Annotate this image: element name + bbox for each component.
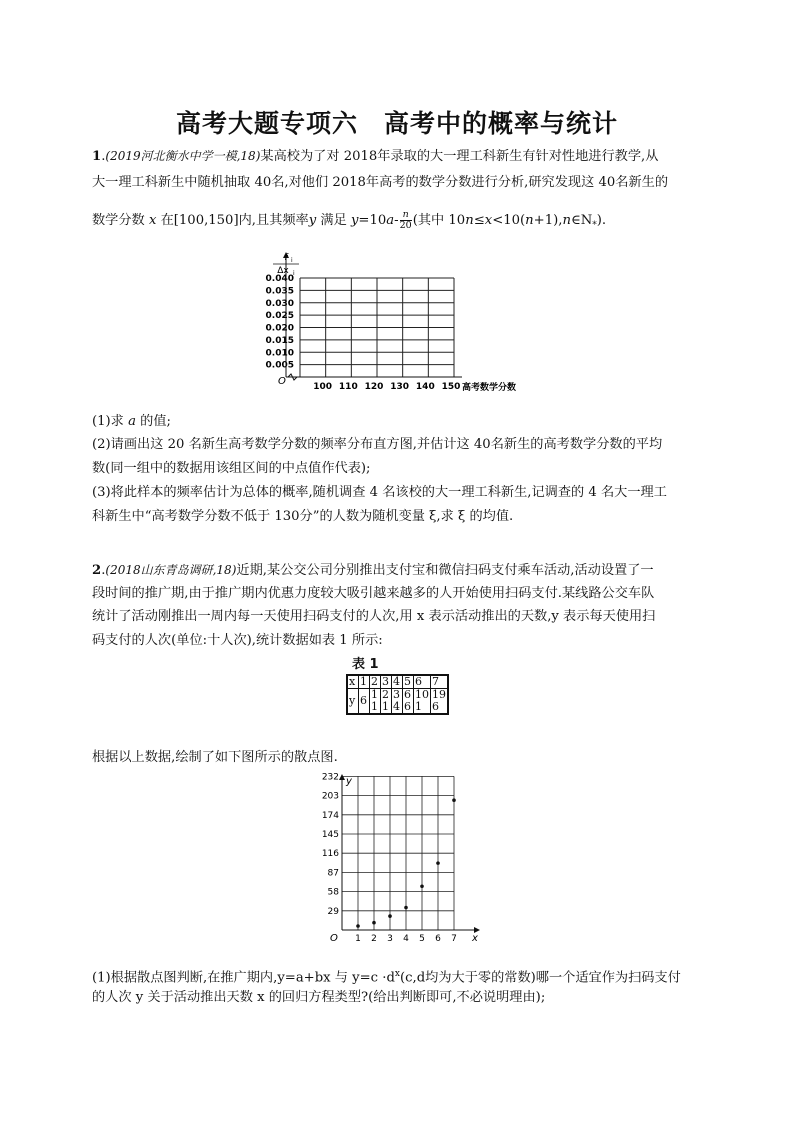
x-tick-label: 5 [419, 934, 425, 944]
q2-number: 2 [92, 563, 102, 578]
data-point [372, 921, 376, 925]
table-row-y [347, 689, 448, 715]
q2-text-3: 统计了活动刚推出一周内每一天使用扫码支付的人次,用 x 表示活动推出的天数,y 表示每天使用扫 [92, 609, 656, 624]
data-point [420, 885, 424, 889]
q1-sub2-line1: (2)请画出这 20 名新生高考数学分数的频率分布直方图,并估计这 40名新生的高考数学分数的平均 [92, 437, 663, 452]
x-tick-label: 1 [355, 934, 361, 944]
scatter-chart [308, 772, 488, 950]
table-cell: 6 [359, 689, 370, 715]
x-tick-label: 6 [435, 934, 441, 944]
table-cell: 4 [392, 675, 403, 689]
page-title: 高考大题专项六 高考中的概率与统计 [175, 109, 618, 138]
y-axis-label-num: f [284, 253, 288, 263]
y-tick-label: 174 [321, 810, 339, 821]
q2-source: (2018山东青岛调研,18) [105, 563, 237, 577]
y-tick-label: 203 [321, 791, 339, 802]
q1-text-2: 大一理工科新生中随机抽取 40名,对他们 2018年高考的数学分数进行分析,研究发现这 40名新生的 [92, 175, 669, 190]
q2-text-2: 段时间的推广期,由于推广期内优惠力度较大吸引越来越多的人开始使用扫码支付.某线路公交车队 [92, 586, 655, 601]
table-cell: 1 [359, 675, 370, 689]
data-table [346, 674, 449, 715]
q1-number: 1 [92, 149, 102, 164]
y-tick-label: 0.035 [265, 286, 294, 297]
q1-text-1: 某高校为了对 2018年录取的大一理工科新生有针对性地进行教学,从 [260, 149, 659, 164]
y-tick-label: 87 [327, 868, 339, 879]
y-tick-label: 0.020 [265, 323, 294, 334]
x-tick-label: 110 [338, 382, 358, 392]
histogram-grid-chart [258, 248, 548, 400]
y-tick-label: 0.040 [265, 274, 294, 284]
q1-sub1: (1)求 a 的值; [92, 414, 171, 429]
y-tick-label: 116 [321, 849, 339, 860]
x-tick-label: 2 [371, 934, 377, 944]
y-axis-arrow [339, 774, 345, 780]
y-tick-label: 0.030 [265, 298, 294, 309]
q2-line-1: 2.(2018山东青岛调研,18)近期,某公交公司分别推出支付宝和微信扫码支付乘车活动,活动设置了一 [92, 563, 654, 578]
y-tick-label: 0.005 [265, 360, 294, 371]
table-caption: 表 1 [352, 657, 379, 672]
x-tick-label: 100 [313, 382, 333, 392]
y-tick-label: 0.010 [265, 348, 294, 359]
x-axis-label: x [472, 933, 478, 944]
table-cell: 5 [403, 675, 414, 689]
data-point [452, 798, 456, 802]
x-tick-label: 3 [387, 934, 393, 944]
q2-sub1-line1: (1)根据散点图判断,在推广期内,y=a+bx 与 $y=c \cdot d^x(c,d$均为大于零的常数)哪一个适宜作为扫码支付 [92, 969, 681, 986]
x-tick-label: 4 [403, 934, 409, 944]
y-tick-label: 145 [321, 830, 339, 840]
y-tick-label: 0.025 [265, 311, 294, 322]
data-point [404, 906, 408, 910]
data-point [388, 914, 392, 918]
y-axis-label-num-sub: i [291, 257, 293, 264]
x-axis-label: 高考数学分数 [462, 383, 517, 393]
q1-sub2-line2: 数(同一组中的数据用该组区间的中点值作代表); [92, 461, 371, 476]
table-cell: 7 [431, 675, 449, 689]
origin-label: O [330, 933, 338, 944]
q2-text-4: 码支付的人次(单位:十人次),统计数据如表 1 所示: [92, 633, 383, 648]
y-axis-label: y [346, 776, 352, 787]
q1-line-1: 1.(2019河北衡水中学一模,18)某高校为了对 2018年录取的大一理工科新生有针对性地进行教学,从 [92, 149, 659, 164]
y-axis-label-den-sub: i [293, 270, 295, 277]
table-cell: 2 [370, 675, 381, 689]
q1-source: (2019河北衡水中学一模,18) [105, 149, 261, 163]
q1-fraction: $\frac{n}{20}$ [399, 209, 412, 231]
x-tick-label: 130 [390, 382, 410, 392]
data-point [356, 924, 360, 928]
y-tick-label: 232 [321, 772, 339, 783]
y-tick-label: 29 [327, 906, 339, 917]
table-cell: 6 6 [403, 689, 414, 715]
x-tick-label: 120 [364, 382, 384, 392]
q2-sub1-line2: 的人次 y 关于活动推出天数 x 的回归方程类型?(给出判断即可,不必说明理由); [92, 990, 546, 1005]
table-row-x [347, 675, 448, 689]
x-tick-label: 150 [441, 382, 461, 392]
table-cell: 3 4 [392, 689, 403, 715]
table-cell: 19 6 [432, 688, 446, 713]
y-axis-label-den: Δx [277, 266, 289, 276]
table-cell: 2 1 [381, 689, 392, 715]
y-tick-label: 0.015 [265, 335, 294, 346]
q1-sub3-line2: 科新生中“高考数学分数不低于 130分”的人数为随机变量 ξ,求 ξ 的均值. [92, 509, 514, 524]
origin-label: O [278, 376, 286, 387]
table-cell: 6 [414, 675, 431, 689]
q1-line-3: 数学分数 x 在[100,150]内,且其频率y 满足 y=10a- $\frac{n}{20}$ (其中 $10n\le x<10(n+1),n\in N_*$). [92, 209, 607, 231]
y-tick-label: 58 [327, 887, 339, 898]
table-cell: 3 [381, 675, 392, 689]
q2-after-table: 根据以上数据,绘制了如下图所示的散点图. [92, 750, 338, 765]
q1-sub3-line1: (3)将此样本的频率估计为总体的概率,随机调查 4 名该校的大一理工科新生,记调查的 4 名大一理工 [92, 485, 667, 500]
table-cell: 10 1 [415, 688, 429, 713]
x-tick-label: 140 [415, 382, 435, 392]
q2-text-1: 近期,某公交公司分别推出支付宝和微信扫码支付乘车活动,活动设置了一 [236, 563, 654, 578]
data-point [436, 861, 440, 865]
table-header-x: x [347, 675, 359, 689]
x-tick-label: 7 [451, 934, 457, 944]
table-cell: 1 1 [370, 689, 381, 715]
table-header-y: y [347, 689, 359, 715]
